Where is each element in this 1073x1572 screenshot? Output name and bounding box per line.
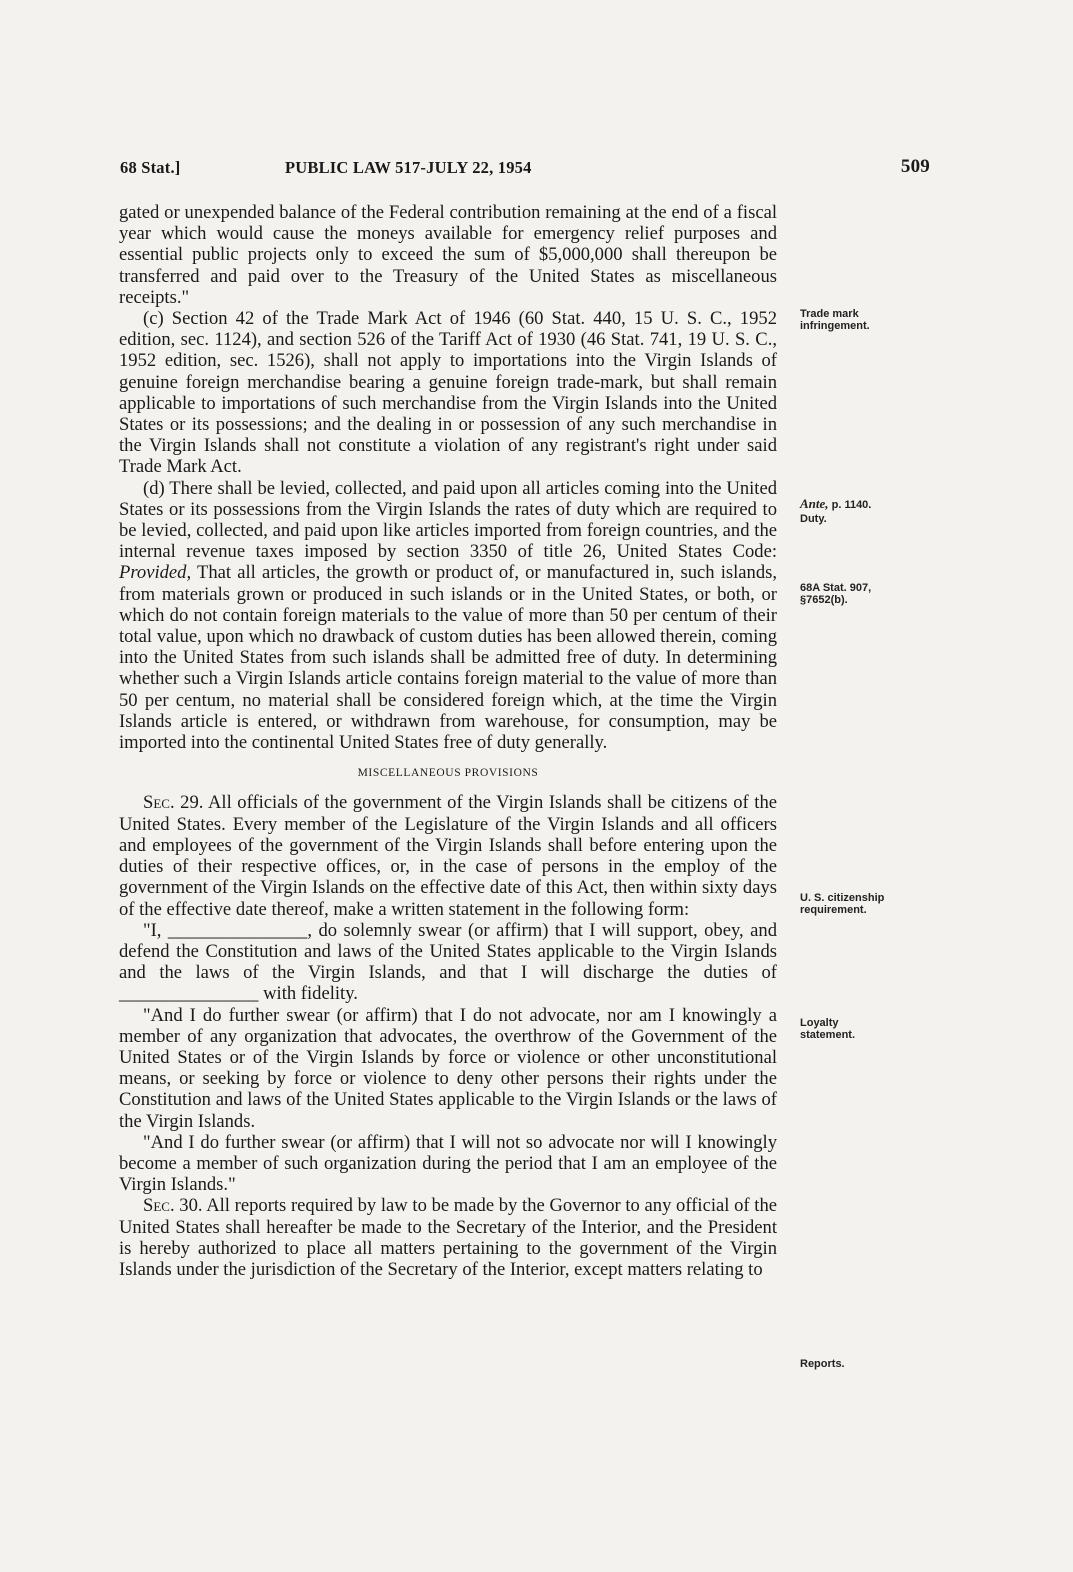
main-text xyxy=(119,202,777,1280)
paragraph-continuation: gated or unexpended balance of the Federal contribution remaining at the end of a fiscal year which would cause the moneys available for emergency relief purposes and essential public projects only to exceed the sum of $5,000,000 shall thereupon be transferred and paid over to the Treasury of the United States as miscellaneous receipts." xyxy=(119,202,777,308)
volume-reference: 68 Stat.] xyxy=(120,158,181,177)
page-number: 509 xyxy=(900,156,930,177)
oath-paragraph-1: "I, _______________, do solemnly swear (or affirm) that I will support, obey, and defend the Constitution and laws of the United States applicable to the Virgin Islands and the laws of the Virgin Islands, and that I will discharge the duties of _______________ with fidelity. xyxy=(119,919,777,1005)
section-30-label: Sec. 30. xyxy=(143,1195,203,1217)
margin-note-trademark: Trade mark infringement. xyxy=(800,308,870,332)
section-29 xyxy=(119,792,777,919)
section-29-text: All officials of the government of the Virgin Islands shall be citizens of the United States. Every member of the Legislature of the Virgin Islands and all officers and employees of the government of the Virgin Islands shall before entering upon the duties of their respective offices, or, in the case of persons in the employ of the government of the Virgin Islands on the effective date of this Act, then within sixty days of the effective date thereof, make a written statement in the following form: xyxy=(119,792,777,920)
provided-term: Provided, xyxy=(119,562,192,584)
margin-note-statute: 68A Stat. 907, §7652(b). xyxy=(800,582,872,606)
paragraph-d-part2: That all articles, the growth or product of, or manufactured in, such islands, from materials grown or produced in such islands or in the United States, or both, or which do not contain foreign materials to the value of more than 50 per centum of their total value, upon which no drawback of custom duties has been allowed therein, coming into the United States from such islands shall be admitted free of duty. In determining whether such a Virgin Islands article contains foreign material to the value of more than 50 per centum, no material shall be considered foreign which, at the time the Virgin Islands article is entered, or withdrawn from warehouse, for consumption, may be imported into the continental United States free of duty generally. xyxy=(119,562,778,754)
oath-paragraph-3: "And I do further swear (or affirm) that I will not so advocate nor will I knowingly become a member of such organization during the period that I am an employee of the Virgin Islands." xyxy=(119,1131,777,1196)
ante-page: p. 1140. xyxy=(831,499,872,511)
section-heading: MISCELLANEOUS PROVISIONS xyxy=(357,767,539,780)
page-header xyxy=(120,158,930,182)
paragraph-d xyxy=(119,478,777,754)
oath-paragraph-2: "And I do further swear (or affirm) that I do not advocate, nor am I knowingly a member of any organization that advocates, the overthrow of the Government of the United States or of the Virgin Islands by force or violence or other unconstitutional means, or seeking by force or violence to deny other persons their rights under the Constitution and laws of the United States applicable to the Virgin Islands or the laws of the Virgin Islands. xyxy=(119,1004,777,1132)
margin-note-citizenship: U. S. citizenship requirement. xyxy=(800,892,885,916)
section-29-label: Sec. 29. xyxy=(143,792,204,814)
paragraph-d-part1: (d) There shall be levied, collected, and paid upon all articles coming into the United States or its possessions from the Virgin Islands the rates of duty which are required to be levied, collected, and paid upon like articles imported from foreign countries, and the internal revenue taxes imposed by section 3350 of title 26, United States Code: xyxy=(119,477,777,563)
paragraph-c: (c) Section 42 of the Trade Mark Act of 1946 (60 Stat. 440, 15 U. S. C., 1952 edition, sec. 1124), and section 526 of the Tariff Act of 1930 (46 Stat. 741, 19 U. S. C., 1952 edition, sec. 1526), shall not apply to importations into the Virgin Islands of genuine foreign merchandise bearing a genuine foreign trade-mark, but shall remain applicable to importations of such merchandise from the Virgin Islands into the United States or its possessions; and the dealing in or possession of any such merchandise in the Virgin Islands shall not constitute a violation of any registrant's right under said Trade Mark Act. xyxy=(119,308,777,478)
section-30 xyxy=(119,1195,777,1280)
margin-note-ante xyxy=(800,498,930,511)
section-30-text: All reports required by law to be made by the Governor to any official of the United States shall hereafter be made to the Secretary of the Interior, and the President is hereby authorized to place all matters pertaining to the government of the Virgin Islands under the jurisdiction of the Secretary of the Interior, except matters relating to xyxy=(119,1195,777,1280)
page-title: PUBLIC LAW 517-JULY 22, 1954 xyxy=(285,158,532,177)
ante-italic: Ante, xyxy=(800,496,829,511)
margin-note-loyalty: Loyalty statement. xyxy=(800,1017,856,1041)
margin-note-reports: Reports. xyxy=(800,1358,845,1370)
margin-note-duty: Duty. xyxy=(800,513,827,525)
